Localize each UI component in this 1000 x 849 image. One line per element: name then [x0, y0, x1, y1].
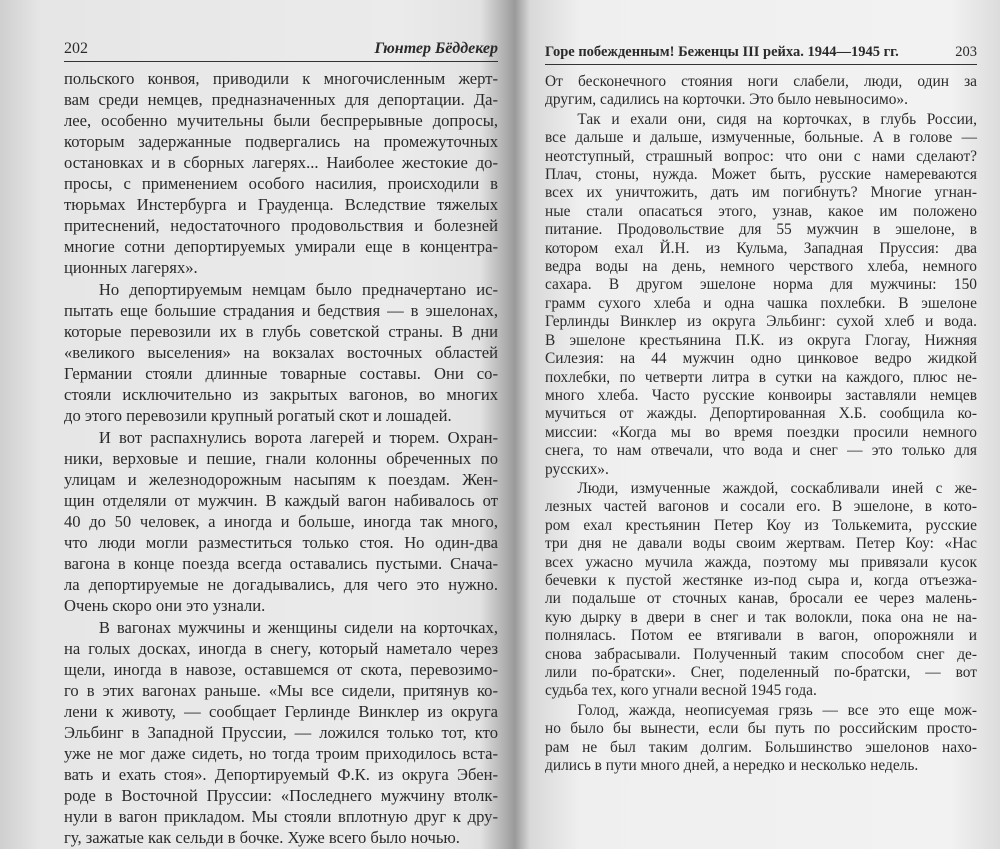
text-line: снова забрасывали. Полученный таким способом снег де-: [545, 645, 977, 663]
text-line: на голых досках, иногда в снегу, который наметало через: [64, 639, 498, 658]
text-line: пытать еще большие страдания и бедствия — в эшелонах,: [64, 301, 498, 320]
text-line: Плач, стоны, нужда. Может быть, русские намереваются: [545, 166, 977, 184]
right-page: [545, 40, 977, 776]
text-line: Силезия: на 44 мужчин одно цинковое ведро жидкой: [545, 350, 977, 368]
text-line: Но депортируемым немцам было предначертано ис-: [98, 280, 498, 299]
text-line: Очень скоро они это узнали.: [64, 596, 266, 615]
text-line: дились в пути много дней, а нередко и несколько недель.: [545, 757, 919, 775]
text-line: вать и ехать стоя». Депортируемый Ф.К. из округа Эбен-: [64, 765, 498, 784]
text-line: ла депортируемые не догадывались, для чего это нужно.: [64, 575, 498, 594]
left-page-header: [64, 40, 498, 62]
text-line: судьба тех, кого угнали весной 1945 года.: [545, 682, 817, 700]
text-line: полнялась. Потом ее втягивали в вагон, опорожняли и: [545, 627, 977, 645]
paragraph: [64, 427, 498, 616]
text-line: притеснений, недостаточного продовольствия и болезней: [64, 216, 498, 235]
text-line: которые перевозили их в глубь советской страны. В дни: [64, 322, 498, 341]
text-line: лени к животу, — сообщает Герлинде Винклер из округа: [64, 702, 498, 721]
page-number: 202: [64, 40, 88, 57]
text-line: ведра воды на день, немного черствого хлеба, немного: [545, 258, 977, 276]
text-line: уже не мог даже сидеть, но тогда троим приходилось вста-: [64, 744, 498, 763]
text-line: грамм сухого хлеба и одна чашка похлебки. В эшелоне: [545, 294, 977, 312]
text-line: миссии: «Когда мы во время поездки просили немного: [545, 423, 977, 441]
text-line: русских».: [545, 460, 609, 478]
text-line: лезных частей вагонов и сосали его. В эшелоне, в кото-: [545, 498, 977, 516]
text-line: три дня не давали воды своим жертвам. Петер Коу: «Нас: [545, 535, 977, 553]
left-page: [64, 40, 498, 849]
text-line: И вот распахнулись ворота лагерей и тюрем. Охран-: [98, 428, 498, 447]
running-head-title: Горе побежденным! Беженцы III рейха. 1944—1945 гг.: [545, 44, 899, 60]
text-line: В эшелоне крестьянина П.К. из округа Глогау, Нижняя: [545, 331, 977, 349]
text-line: 40 до 50 человек, а иногда и больше, иногда так много,: [64, 512, 498, 531]
text-line: много хлеба. Часто русские конвоиры заставляли немцев: [545, 386, 977, 404]
text-line: просы, с применением особого насилия, происходили в: [64, 174, 498, 193]
text-line: лили по-братски». Снег, поделенный по-братски, — вот: [545, 664, 977, 681]
text-line: гу, зажатые как сельди в бочке. Хуже всего было ночью.: [64, 828, 460, 847]
text-line: питание. Продовольствие для 55 мужчин в эшелоне, в: [545, 221, 977, 239]
text-line: ли подальше от сточных канав, бросали ее через малень-: [545, 590, 977, 608]
text-line: неотступный, страшный вопрос: что они с нами сделают?: [545, 147, 977, 165]
text-line: котором ехал Й.Н. из Кульма, Западная Пруссия: два: [545, 239, 977, 257]
text-line: остановках и в сборных лагерях... Наиболее жестокие до-: [64, 153, 498, 172]
text-line: мучиться от жажды. Депортированная Х.Б. сообщила ко-: [545, 405, 977, 423]
paragraph: [545, 480, 977, 701]
text-line: роде в Восточной Пруссии: «Последнего мужчину втолк-: [64, 786, 498, 805]
text-line: улицам и железнодорожным насыпям к поездам. Жен-: [64, 470, 498, 489]
text-line: ром ехал крестьянин Петер Коу из Толькемита, русские: [545, 516, 977, 534]
left-page-body: [64, 68, 498, 848]
text-line: Люди, измученные жаждой, соскабливали иней с же-: [577, 479, 977, 497]
text-line: рам не был таким долгим. Большинство эшелонов нахо-: [545, 738, 977, 756]
text-line: Так и ехали они, сидя на корточках, в глубь России,: [577, 110, 977, 128]
text-line: Герлинды Винклер из округа Эльбинг: сухой хлеб и вода.: [545, 313, 977, 331]
paragraph: [64, 617, 498, 848]
text-line: всех ужасно мучила жажда, поэтому мы привязали кусок: [545, 553, 977, 571]
paragraph: [545, 702, 977, 776]
text-line: ные стали опасаться этого, узнав, какое им положено: [545, 202, 977, 220]
text-line: бечевки к пустой жестянке из-под сыра и, когда отъезжа-: [545, 571, 977, 589]
page-number: 203: [955, 44, 977, 60]
paragraph: [545, 73, 977, 110]
text-line: до этого перевозили крупный рогатый скот и лошадей.: [64, 406, 452, 425]
text-line: вам среди немцев, предназначенных для депортации. Да-: [64, 90, 498, 109]
right-page-body: [545, 73, 977, 775]
text-line: что люди могли разместиться только стоя. Но один-два: [64, 533, 498, 552]
text-line: Германии стояли длинные товарные составы. Они со-: [64, 364, 498, 383]
text-line: го в этих вагонах раньше. «Мы все сидели, притянув ко-: [64, 681, 498, 700]
text-line: которым задержанные подвергались на промежуточных: [64, 132, 498, 151]
text-line: тюрьмах Инстербурга и Грауденца. Вследствие тяжелых: [64, 195, 498, 214]
text-line: но было бы вынести, если бы путь по российским просто-: [545, 720, 977, 738]
text-line: другим, садились на корточки. Это было невыносимо».: [545, 91, 908, 109]
text-line: похлебки, по четверти литра в сутки на каждого, плюс не-: [545, 368, 977, 386]
right-page-header: [545, 44, 977, 65]
text-line: щин отделяли от мужчин. В каждый вагон набивалось от: [64, 491, 498, 510]
paragraph: [545, 111, 977, 479]
text-line: вагона в конце поезда всегда оставались пустыми. Снача-: [64, 554, 498, 573]
text-line: В вагонах мужчины и женщины сидели на корточках,: [98, 618, 498, 637]
text-line: Голод, жажда, неописуемая грязь — все это еще мож-: [577, 701, 977, 719]
text-line: снега, то нам отвечали, что вода и снег — это только для: [545, 442, 977, 460]
text-line: кую дырку в двери в снег и так волокли, пока она не на-: [545, 608, 977, 626]
paragraph: [64, 279, 498, 426]
text-line: щели, иногда в навозе, оставшемся от скота, перевозимо-: [64, 660, 498, 679]
text-line: ники, верховые и пешие, гнали колонны обреченных по: [64, 449, 498, 468]
text-line: сахара. В другом эшелоне норма для мужчины: 150: [545, 276, 977, 294]
text-line: всех их уничтожить, дать им погибнуть? Многие угнан-: [545, 184, 977, 202]
text-line: «великого выселения» на вокзалах восточных областей: [64, 343, 498, 362]
text-line: ционных лагерях».: [64, 258, 198, 277]
text-line: лее, особенно мучительны были беспрерывные допросы,: [64, 111, 498, 130]
text-line: польского конвоя, приводили к многочисленным жерт-: [64, 69, 498, 88]
running-head-author: Гюнтер Бёддекер: [374, 40, 498, 57]
text-line: нули в вагон прикладом. Мы стояли вплотную друг к дру-: [64, 807, 498, 826]
text-line: Эльбинг в Западной Пруссии, — ложился только тот, кто: [64, 723, 498, 742]
text-line: стояли исключительно из закрытых вагонов, во многих: [64, 385, 498, 404]
paragraph: [64, 68, 498, 278]
text-line: все дальше и дальше, измученные, больные. А в голове —: [545, 129, 977, 147]
text-line: От бесконечного стояния ноги слабели, люди, один за: [545, 73, 977, 90]
text-line: многие сотни депортируемых умирали еще в концентра-: [64, 237, 498, 256]
